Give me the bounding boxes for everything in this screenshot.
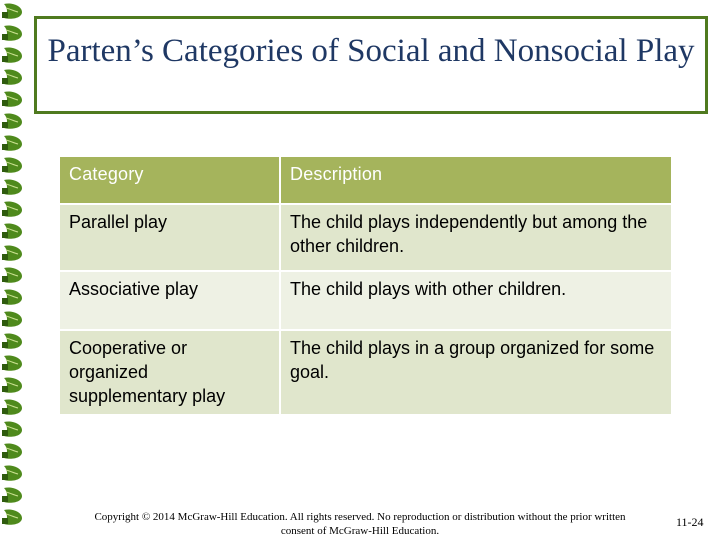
cell-description: The child plays independently but among the other children. [280, 204, 672, 271]
cell-description: The child plays in a group organized for some goal. [280, 330, 672, 415]
copyright-notice: Copyright © 2014 McGraw-Hill Education. All rights reserved. No reproduction or distribution without the prior written consent of McGraw-Hill Education. [94, 511, 626, 537]
table-row [59, 330, 672, 415]
cell-category: Associative play [59, 271, 280, 330]
table-row [59, 271, 672, 330]
slide-title: Parten’s Categories of Social and Nonsocial Play [47, 33, 695, 69]
cell-description: The child plays with other children. [280, 271, 672, 330]
decorative-leaf-border [0, 0, 28, 540]
title-frame [34, 16, 708, 114]
table-header-row [59, 156, 672, 204]
header-description: Description [280, 156, 672, 204]
header-category: Category [59, 156, 280, 204]
cell-category: Parallel play [59, 204, 280, 271]
page-number: 11-24 [676, 515, 704, 529]
categories-table [58, 155, 673, 416]
table-row [59, 204, 672, 271]
leaf-icon [0, 0, 28, 540]
cell-category: Cooperative or organized supplementary play [59, 330, 280, 415]
